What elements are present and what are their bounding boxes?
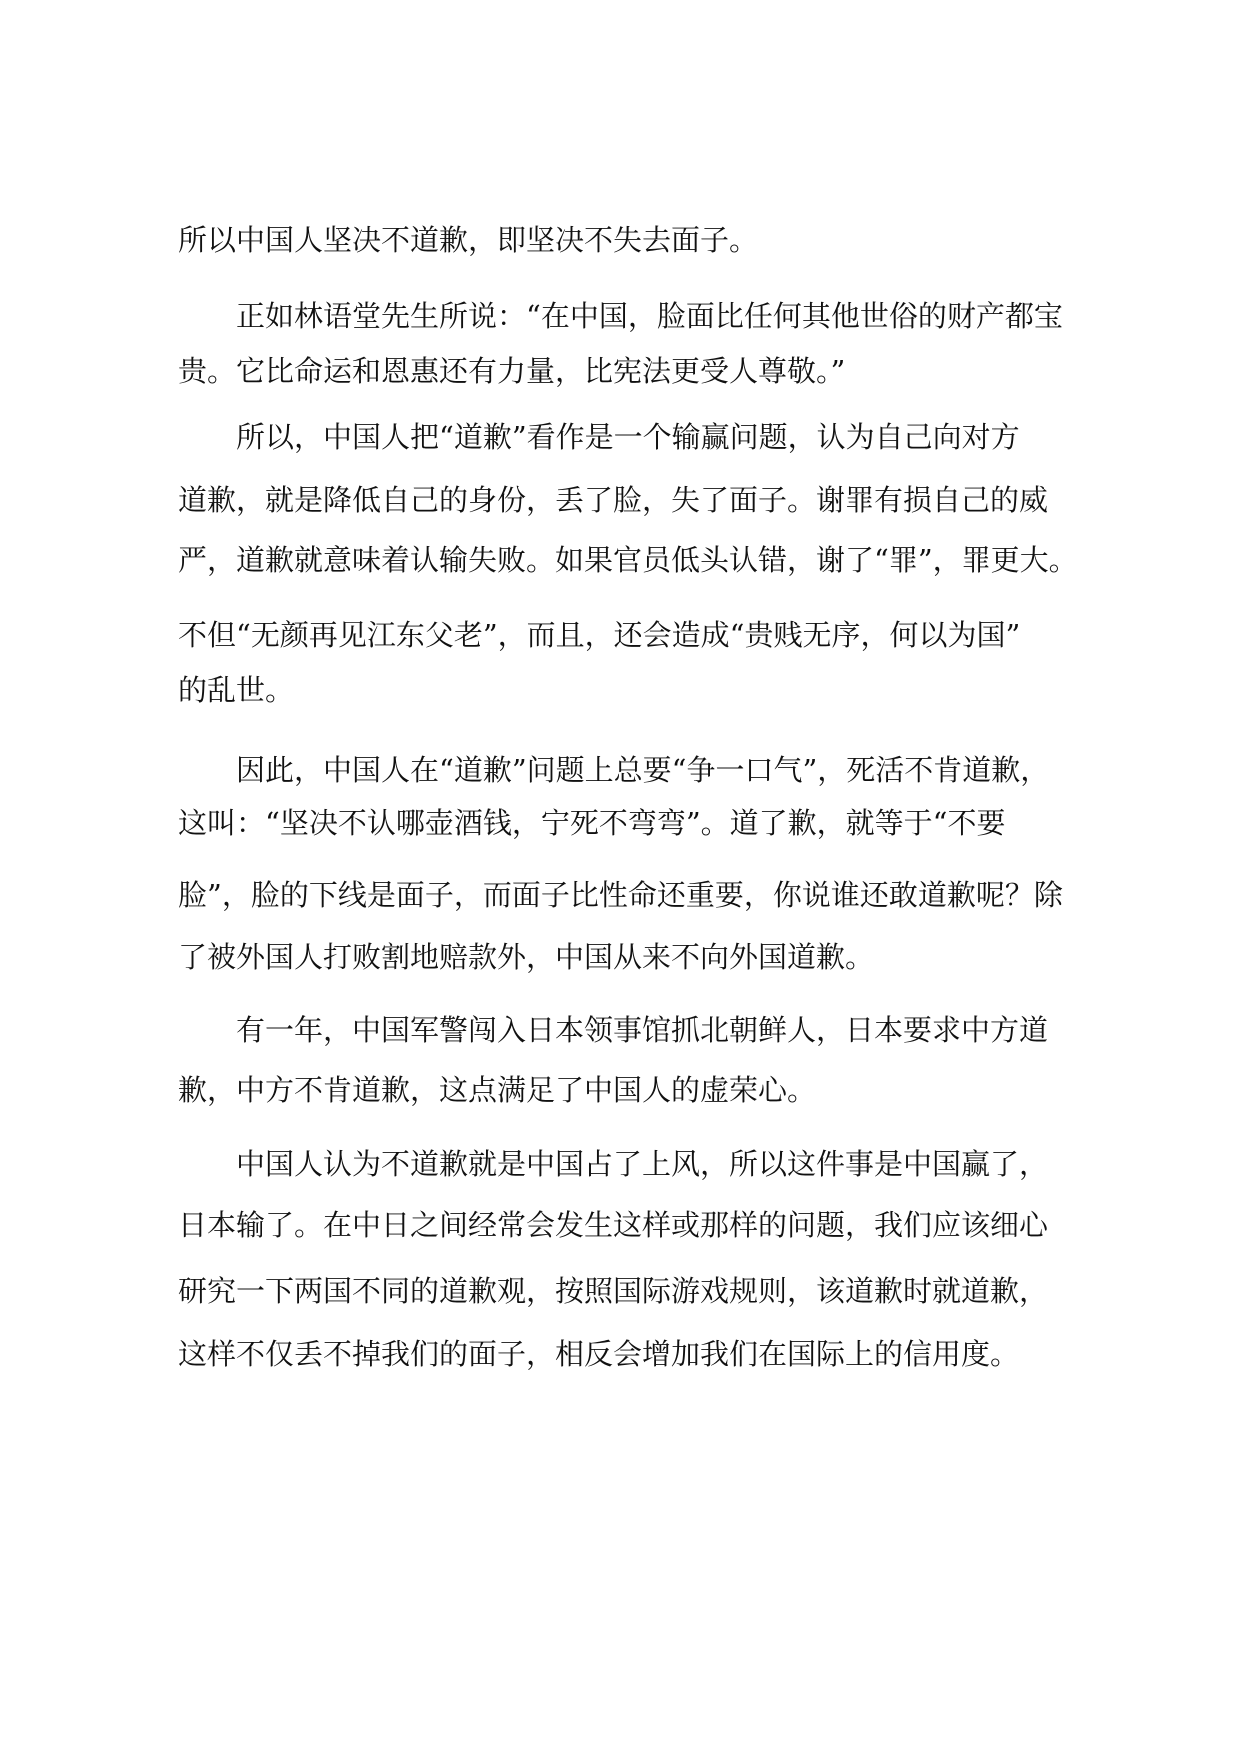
text-line: 因此，中国人在“道歉”问题上总要“争一口气”，死活不肯道歉， <box>236 753 1050 787</box>
text-line: 歉，中方不肯道歉，这点满足了中国人的虚荣心。 <box>178 1073 817 1107</box>
text-line: 这叫：“坚决不认哪壶酒钱，宁死不弯弯”。道了歉，就等于“不要 <box>178 806 1006 840</box>
text-line: 贵。它比命运和恩惠还有力量，比宪法更受人尊敬。” <box>178 354 846 388</box>
text-line: 这样不仅丢不掉我们的面子，相反会增加我们在国际上的信用度。 <box>178 1337 1020 1371</box>
text-line: 研究一下两国不同的道歉观，按照国际游戏规则，该道歉时就道歉， <box>178 1274 1049 1308</box>
text-line: 的乱世。 <box>178 673 295 707</box>
text-line: 所以中国人坚决不道歉，即坚决不失去面子。 <box>178 223 759 257</box>
text-line: 了被外国人打败割地赔款外，中国从来不向外国道歉。 <box>178 940 875 974</box>
text-line: 日本输了。在中日之间经常会发生这样或那样的问题，我们应该细心 <box>178 1208 1049 1242</box>
text-line: 中国人认为不道歉就是中国占了上风，所以这件事是中国赢了， <box>236 1147 1049 1181</box>
text-line: 所以，中国人把“道歉”看作是一个输赢问题，认为自己向对方 <box>236 420 1020 454</box>
text-line: 严，道歉就意味着认输失败。如果官员低头认错，谢了“罪”，罪更大。 <box>178 543 1078 577</box>
text-line: 道歉，就是降低自己的身份，丢了脸，失了面子。谢罪有损自己的威 <box>178 483 1049 517</box>
text-line: 有一年，中国军警闯入日本领事馆抓北朝鲜人，日本要求中方道 <box>236 1013 1049 1047</box>
text-line: 正如林语堂先生所说：“在中国，脸面比任何其他世俗的财产都宝 <box>236 299 1063 333</box>
text-line: 不但“无颜再见江东父老”，而且，还会造成“贵贱无序，何以为国” <box>178 618 1021 652</box>
text-line: 脸”，脸的下线是面子，而面子比性命还重要，你说谁还敢道歉呢？除 <box>178 878 1063 912</box>
